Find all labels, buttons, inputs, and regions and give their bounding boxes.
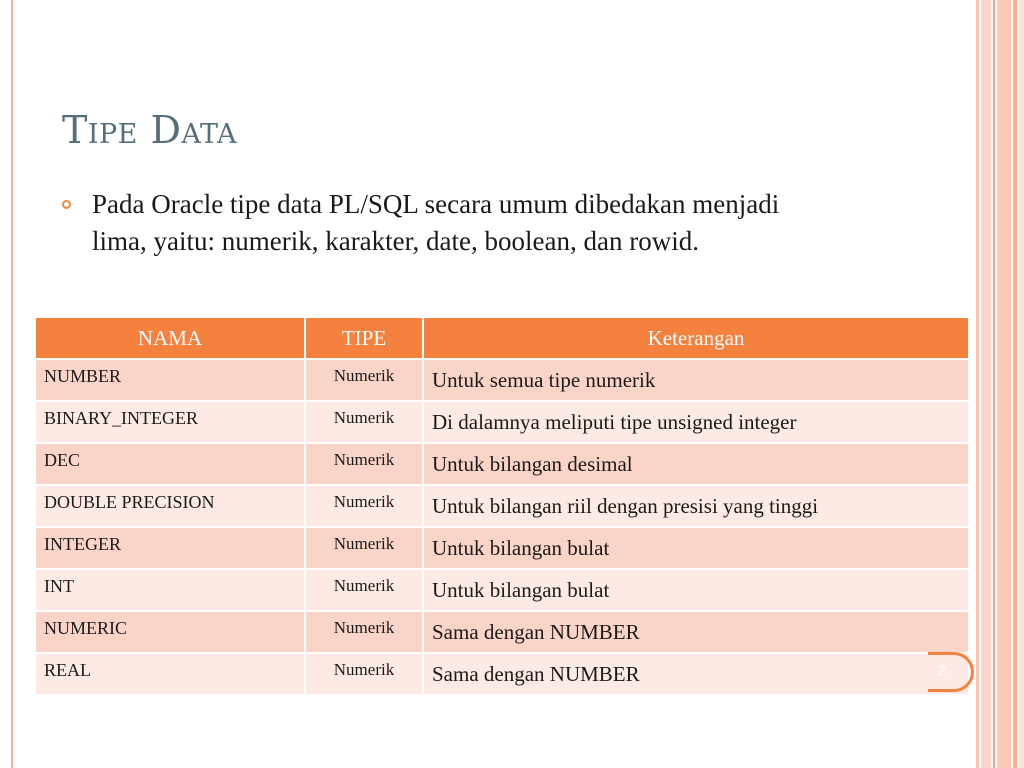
bullet-text: Pada Oracle tipe data PL/SQL secara umum dibedakan menjadi lima, yaitu: numerik, karakter, date, boolean, dan rowid. bbox=[92, 189, 780, 256]
bullet-circle-icon bbox=[62, 200, 71, 209]
cell-keterangan: Untuk bilangan bulat bbox=[423, 569, 969, 611]
cell-nama: NUMERIC bbox=[35, 611, 305, 653]
table-row bbox=[35, 359, 969, 401]
data-type-table bbox=[34, 316, 970, 696]
slide-title: Tipe Data bbox=[62, 108, 237, 152]
cell-tipe: Numerik bbox=[305, 443, 423, 485]
cell-tipe: Numerik bbox=[305, 527, 423, 569]
page-number-circle bbox=[928, 652, 974, 692]
cell-tipe: Numerik bbox=[305, 485, 423, 527]
cell-nama: REAL bbox=[35, 653, 305, 695]
cell-nama: INTEGER bbox=[35, 527, 305, 569]
cell-nama: BINARY_INTEGER bbox=[35, 401, 305, 443]
decorative-stripes bbox=[976, 0, 1024, 768]
cell-keterangan: Untuk bilangan desimal bbox=[423, 443, 969, 485]
cell-keterangan: Di dalamnya meliputi tipe unsigned integer bbox=[423, 401, 969, 443]
cell-tipe: Numerik bbox=[305, 611, 423, 653]
table-row bbox=[35, 611, 969, 653]
table-row bbox=[35, 569, 969, 611]
cell-nama: DOUBLE PRECISION bbox=[35, 485, 305, 527]
cell-nama: NUMBER bbox=[35, 359, 305, 401]
table-row bbox=[35, 443, 969, 485]
cell-nama: DEC bbox=[35, 443, 305, 485]
header-tipe: TIPE bbox=[305, 317, 423, 359]
page-number-badge bbox=[928, 652, 974, 692]
cell-tipe: Numerik bbox=[305, 569, 423, 611]
cell-tipe: Numerik bbox=[305, 653, 423, 695]
table-row bbox=[35, 485, 969, 527]
cell-tipe: Numerik bbox=[305, 401, 423, 443]
bullet-item bbox=[62, 186, 822, 260]
cell-keterangan: Sama dengan NUMBER bbox=[423, 653, 969, 695]
header-keterangan: Keterangan bbox=[423, 317, 969, 359]
cell-keterangan: Untuk bilangan riil dengan presisi yang tinggi bbox=[423, 485, 969, 527]
header-nama: NAMA bbox=[35, 317, 305, 359]
table-row bbox=[35, 401, 969, 443]
cell-nama: INT bbox=[35, 569, 305, 611]
cell-keterangan: Sama dengan NUMBER bbox=[423, 611, 969, 653]
table-row bbox=[35, 527, 969, 569]
table-header-row bbox=[35, 317, 969, 359]
left-border-line bbox=[11, 0, 13, 768]
cell-keterangan: Untuk bilangan bulat bbox=[423, 527, 969, 569]
cell-tipe: Numerik bbox=[305, 359, 423, 401]
cell-keterangan: Untuk semua tipe numerik bbox=[423, 359, 969, 401]
page-number: 2 bbox=[938, 662, 946, 678]
table-row bbox=[35, 653, 969, 695]
